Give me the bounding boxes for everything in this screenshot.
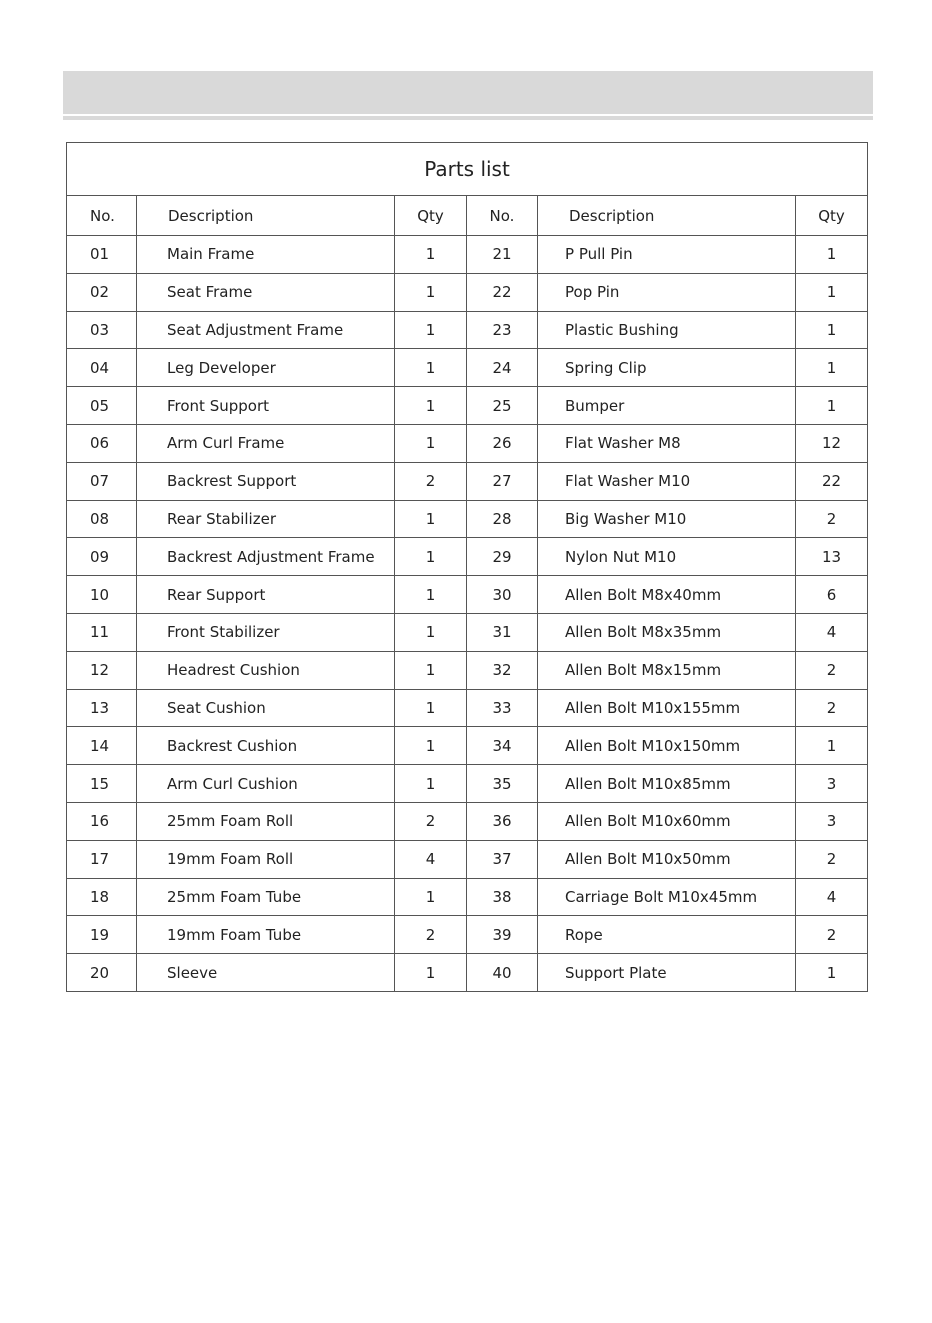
part-number: 08 [67,500,137,538]
part-quantity: 1 [796,236,868,274]
part-quantity: 22 [796,462,868,500]
part-number: 17 [67,840,137,878]
part-description: Seat Adjustment Frame [137,311,395,349]
part-description: Rear Support [137,576,395,614]
table-row [67,462,868,500]
part-number: 35 [467,765,538,803]
part-description: Allen Bolt M8x15mm [538,651,796,689]
part-description: Backrest Support [137,462,395,500]
part-quantity: 2 [395,462,467,500]
part-number: 25 [467,387,538,425]
part-description: Sleeve [137,954,395,992]
part-number: 09 [67,538,137,576]
part-description: Headrest Cushion [137,651,395,689]
part-quantity: 2 [796,916,868,954]
part-number: 29 [467,538,538,576]
header-bar [63,71,873,114]
part-number: 10 [67,576,137,614]
table-row [67,651,868,689]
part-number: 02 [67,273,137,311]
part-description: Allen Bolt M10x50mm [538,840,796,878]
part-number: 22 [467,273,538,311]
part-number: 03 [67,311,137,349]
table-row [67,349,868,387]
table-row [67,840,868,878]
part-number: 11 [67,613,137,651]
part-number: 36 [467,802,538,840]
part-number: 38 [467,878,538,916]
part-description: Bumper [538,387,796,425]
part-quantity: 1 [395,311,467,349]
part-number: 34 [467,727,538,765]
part-description: Pop Pin [538,273,796,311]
table-row [67,954,868,992]
part-description: Nylon Nut M10 [538,538,796,576]
table-row [67,273,868,311]
part-number: 04 [67,349,137,387]
part-number: 30 [467,576,538,614]
part-quantity: 4 [796,613,868,651]
part-description: Arm Curl Frame [137,424,395,462]
part-description: Backrest Adjustment Frame [137,538,395,576]
part-description: Seat Frame [137,273,395,311]
part-quantity: 1 [395,424,467,462]
part-number: 24 [467,349,538,387]
part-quantity: 1 [395,273,467,311]
part-number: 40 [467,954,538,992]
part-quantity: 1 [395,576,467,614]
part-quantity: 6 [796,576,868,614]
part-quantity: 2 [796,651,868,689]
table-title: Parts list [67,143,868,196]
part-number: 23 [467,311,538,349]
table-row [67,727,868,765]
part-description: 19mm Foam Tube [137,916,395,954]
header-qty: Qty [796,196,868,236]
part-number: 01 [67,236,137,274]
part-description: Front Stabilizer [137,613,395,651]
part-description: Support Plate [538,954,796,992]
part-description: P Pull Pin [538,236,796,274]
table-row [67,613,868,651]
table-row [67,765,868,803]
part-quantity: 1 [796,954,868,992]
table-row [67,878,868,916]
part-description: Allen Bolt M10x60mm [538,802,796,840]
table-row [67,387,868,425]
table-row [67,689,868,727]
header-no: No. [467,196,538,236]
part-number: 26 [467,424,538,462]
part-quantity: 12 [796,424,868,462]
part-description: Flat Washer M10 [538,462,796,500]
part-quantity: 1 [796,727,868,765]
part-quantity: 1 [796,311,868,349]
part-description: Arm Curl Cushion [137,765,395,803]
part-quantity: 1 [395,727,467,765]
part-quantity: 1 [395,651,467,689]
part-number: 32 [467,651,538,689]
part-quantity: 1 [395,538,467,576]
part-description: Main Frame [137,236,395,274]
part-quantity: 1 [395,765,467,803]
part-description: Plastic Bushing [538,311,796,349]
table-row [67,916,868,954]
part-description: Rear Stabilizer [137,500,395,538]
table-row [67,538,868,576]
part-number: 28 [467,500,538,538]
part-number: 15 [67,765,137,803]
part-number: 21 [467,236,538,274]
part-quantity: 4 [395,840,467,878]
part-description: Flat Washer M8 [538,424,796,462]
part-quantity: 2 [395,916,467,954]
part-quantity: 1 [395,500,467,538]
part-quantity: 1 [395,613,467,651]
part-quantity: 4 [796,878,868,916]
parts-list-table [66,142,868,992]
header-qty: Qty [395,196,467,236]
part-description: Leg Developer [137,349,395,387]
part-number: 20 [67,954,137,992]
part-description: Spring Clip [538,349,796,387]
part-number: 14 [67,727,137,765]
table-row [67,311,868,349]
part-description: Allen Bolt M10x85mm [538,765,796,803]
part-quantity: 1 [395,954,467,992]
title-row [67,143,868,196]
part-number: 19 [67,916,137,954]
part-quantity: 13 [796,538,868,576]
part-number: 27 [467,462,538,500]
part-description: Allen Bolt M8x35mm [538,613,796,651]
part-quantity: 1 [796,387,868,425]
part-number: 31 [467,613,538,651]
part-description: Rope [538,916,796,954]
part-description: Front Support [137,387,395,425]
part-description: Seat Cushion [137,689,395,727]
part-description: Allen Bolt M8x40mm [538,576,796,614]
part-number: 18 [67,878,137,916]
part-quantity: 1 [796,273,868,311]
table-row [67,424,868,462]
part-number: 37 [467,840,538,878]
part-quantity: 2 [796,500,868,538]
part-quantity: 1 [395,689,467,727]
header-divider [63,116,873,120]
table-row [67,576,868,614]
table-row [67,236,868,274]
part-quantity: 3 [796,765,868,803]
table-row [67,802,868,840]
part-quantity: 1 [796,349,868,387]
header-row [67,196,868,236]
part-number: 06 [67,424,137,462]
table-row [67,500,868,538]
part-number: 16 [67,802,137,840]
header-description: Description [538,196,796,236]
part-description: Backrest Cushion [137,727,395,765]
header-description: Description [137,196,395,236]
part-description: Big Washer M10 [538,500,796,538]
part-description: 25mm Foam Roll [137,802,395,840]
part-number: 05 [67,387,137,425]
part-description: Allen Bolt M10x155mm [538,689,796,727]
part-quantity: 1 [395,236,467,274]
part-quantity: 2 [796,689,868,727]
part-number: 07 [67,462,137,500]
part-quantity: 1 [395,387,467,425]
part-quantity: 3 [796,802,868,840]
part-quantity: 2 [796,840,868,878]
part-number: 13 [67,689,137,727]
part-description: Carriage Bolt M10x45mm [538,878,796,916]
part-description: Allen Bolt M10x150mm [538,727,796,765]
part-number: 12 [67,651,137,689]
part-quantity: 2 [395,802,467,840]
part-description: 19mm Foam Roll [137,840,395,878]
part-description: 25mm Foam Tube [137,878,395,916]
part-quantity: 1 [395,349,467,387]
part-number: 39 [467,916,538,954]
header-no: No. [67,196,137,236]
part-quantity: 1 [395,878,467,916]
part-number: 33 [467,689,538,727]
